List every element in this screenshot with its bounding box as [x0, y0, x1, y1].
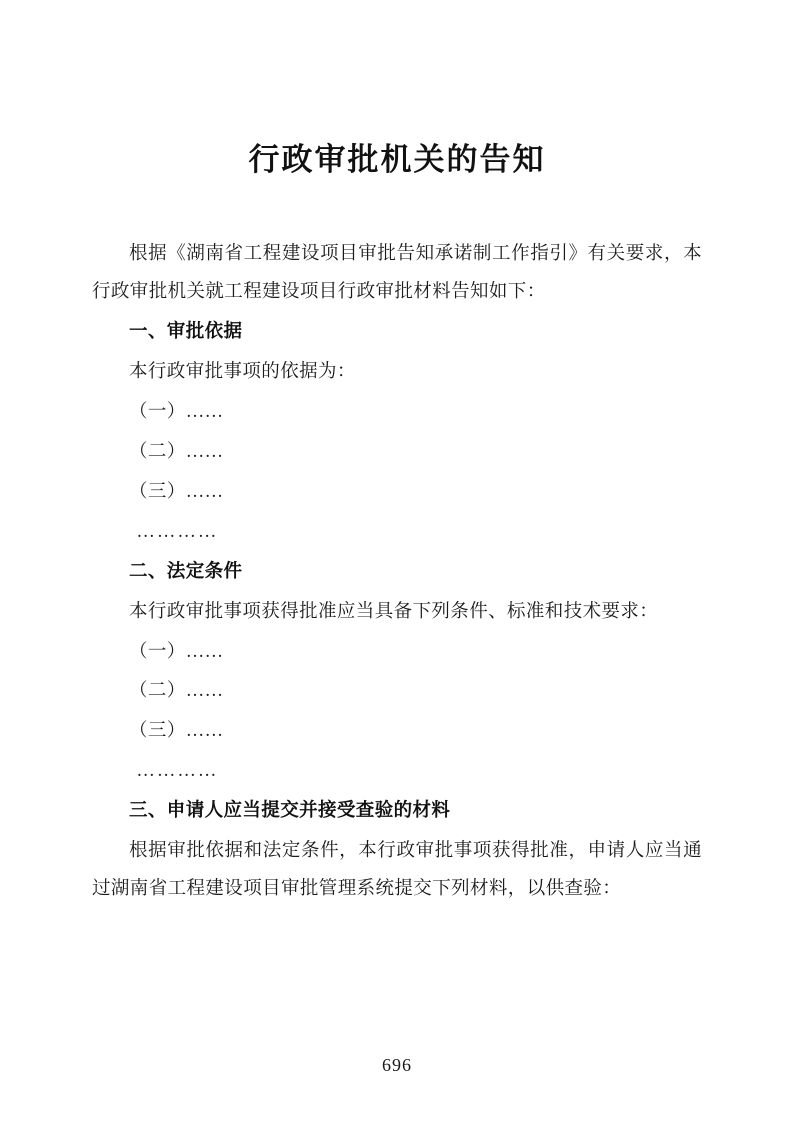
list-item: （二）……	[129, 441, 224, 462]
page-title: 行政审批机关的告知	[248, 142, 546, 177]
paragraph-intro: 根据《湖南省工程建设项目审批告知承诺制工作指引》有关要求，本行政审批机关就工程建设项目行政审批材料告知如下：	[92, 244, 702, 303]
list-item: （二）……	[129, 681, 224, 702]
paragraph-basis-intro: 本行政审批事项的依据为：	[129, 362, 356, 383]
document-body	[92, 140, 702, 911]
list-item: （一）……	[129, 401, 224, 422]
paragraph-materials-intro: 根据审批依据和法定条件，本行政审批事项获得批准，申请人应当通过湖南省工程建设项目审批管理系统提交下列材料，以供查验：	[92, 841, 702, 900]
list-item: （一）……	[129, 641, 224, 662]
section-heading-1: 一、审批依据	[129, 322, 243, 343]
page-number: 696	[382, 1055, 412, 1075]
section-heading-3: 三、申请人应当提交并接受查验的材料	[129, 801, 451, 822]
ellipsis-line: …………	[136, 521, 219, 542]
paragraph-conditions-intro: 本行政审批事项获得批准应当具备下列条件、标准和技术要求：	[129, 601, 659, 622]
section-heading-2: 二、法定条件	[129, 561, 243, 582]
ellipsis-line: …………	[136, 761, 219, 782]
list-item: （三）……	[129, 481, 224, 502]
list-item: （三）……	[129, 721, 224, 742]
